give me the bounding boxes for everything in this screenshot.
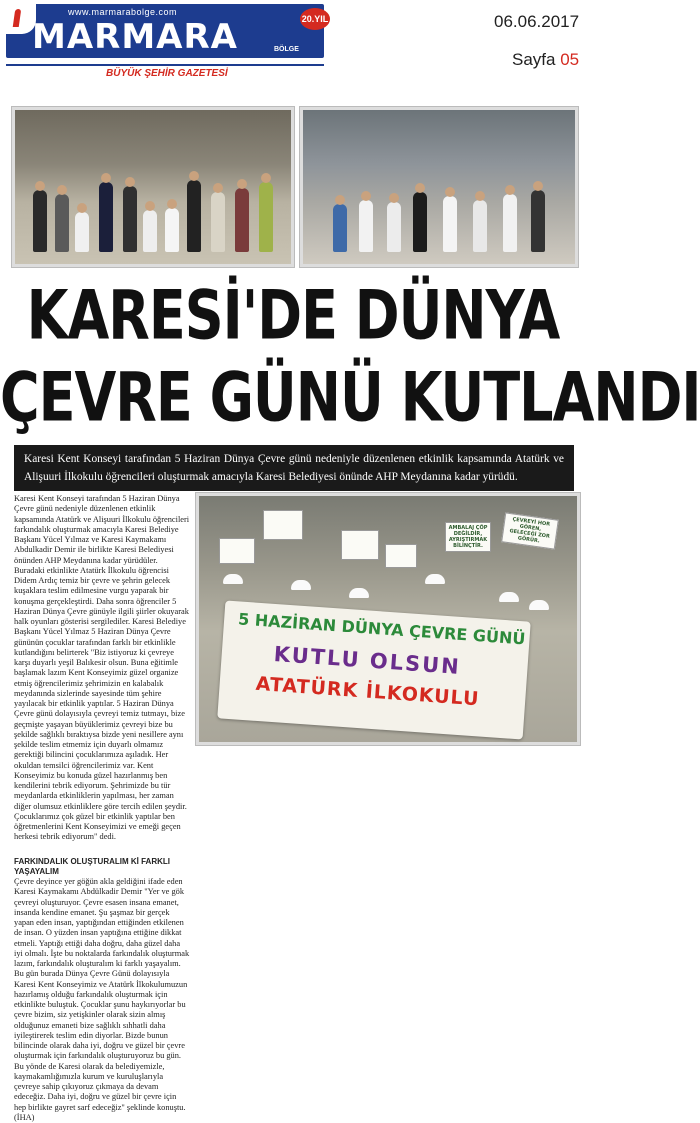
body-paragraph: Karesi Kent Konseyi tarafından 5 Haziran Dünya Çevre günü nedeniyle düzenlenen etkinlik kapsamında Atatürk ve Alişuuri İlkokulu öğrencileri farkındalık oluşturmak amacıyla Karesi Belediye Başkanı Yücel Yılmaz ve Karesi Kaymakamı Abdulkadir Demir ile birlikte Karesi Belediyesi önünden AHP Meydanına kadar yürüdüler. Buradaki etkinlikte Atatürk İlkokulu öğrencisi Didem Ardıç temiz bir çevre ve şehrin gelecek kuşaklara teslim edilmesine vurgu yaparak bir konuşma gerçekleştirdi. Daha sonra öğrenciler 5 Haziran Dünya Çevre günüyle ilgili şiirler okuyarak halk oyunları gösterisi sergilediler. Karesi Belediye Başkanı Yücel Yılmaz 5 Haziran Dünya Çevre gününün çocuklar tarafından farklı bir etkinlikle kutlandığını belirterek "Biz istiyoruz ki çevreye karşı duyarlı yeşil Balıkesir olsun. Buna eğitimle başlamak lazım Kent Konseyimiz güzel organize etmiş öğrencilerimiz şehrimizin en kalabalık meydanında sizlerinde sayesinde tüm şehire yayılacak bir etkinlik yaptılar. 5 Haziran Dünya Çevre günü dolayısıyla çevreyi temiz tutmayı, bize geçmişte yaşayan büyüklerimiz çevreyi bize bu şekilde sağlıklı bıraktıysa bizde yeni nesillere aynı şekilde teslim etmemiz için duyarlı olmamız gerektiği bilincini çocuklarımıza aşıladık. Her okuldan temsilci öğrencilerimiz var. Kent Konseyimiz bu konuda güzel hazırlanmış ben kendilerini tebrik ediyorum. Şehrimizde bu tür meydanlarda etkinliklerin yapılması, her zaman diğer olumsuz etkinliklere göre tercih edilen şeydir. Çocuklarımız çok güzel bir etkinlik yaptılar ben öğretmenlerini Kent Konseyimizi ve emeği geçen herkesi tebrik ediyorum" dedi. [14, 494, 190, 842]
page-number [512, 50, 579, 70]
article-body [14, 494, 190, 1123]
body-paragraph: Çevre deyince yer göğün akla geldiğini ifade eden Karesi Kaymakamı Abdülkadir Demir "Yer ve gök çevreyi oluşturuyor. Çevre esasen insana emanet, insanda kendine emanet. Şu şaşmaz bir gerçek yapan eden insan, yaptığından ettiğinden etkilenen de insan. O yüzden insan yaptığına ettiğine dikkat etmeli. Yaptığı ettiği daha doğru, daha güzel daha iyi olmalı. İşte bu noktalarda farkındalık oluşturmak lazım, farkındalık oluşturalım ki farklı yaşayalım. Bu gün burada Dünya Çevre Günü dolayısıyla Karesi Kent Konseyimiz ve Atatürk İlkokulumuzun hazırlamış olduğu farkındalık oluşturmak için etkinlikte buluştuk. Çocuklar şunu haykırıyorlar bu çevre bizim, siz yetişkinler olarak sizin almış olduğunuz emaneti bize sağlıklı sıhhatli daha iyileştirerek teslim edin diyorlar. Bizde bunun bilincinde olarak daha iyi, doğru ve güzel bir çevre oluşturmak için farkındalık oluşturuyoruz bu gün. Bu yönde de Karesi olarak da belediyemizle, kaymakamlığımızla kurum ve kuruluşlarıyla çevreye sahip çıkıyoruz çıkmaya da devam edeceğiz. Daha iyi, doğru ve güzel bir çevre için hep birlikte gayret sarf edeceğiz" şeklinde konuştu. (İHA) [14, 877, 190, 1122]
newspaper-subname: BÖLGE [274, 46, 299, 53]
child-cap [425, 574, 445, 584]
page-number-value: 05 [560, 50, 580, 69]
banner-line-1: 5 HAZİRAN DÜNYA ÇEVRE GÜNÜ [237, 609, 526, 649]
newspaper-name: MARMARA [32, 17, 238, 57]
event-banner [217, 600, 530, 739]
crowd-shape [303, 169, 575, 264]
banner-line-3: ATATÜRK İLKOKULU [254, 672, 481, 711]
photo-officials-walking [12, 107, 294, 267]
photo-students-banner [196, 493, 580, 745]
lead-box [14, 445, 574, 491]
placard [219, 538, 255, 564]
lead-paragraph: Karesi Kent Konseyi tarafından 5 Haziran Dünya Çevre günü nedeniyle düzenlenen etkinlik kapsamında Atatürk ve Alişuuri İlkokulu öğrencileri oluşturmak amacıyla Karesi Belediyesi önünde AHP Meydanına kadar yürüdü. [24, 453, 564, 483]
child-cap [223, 574, 243, 584]
issue-date: 06.06.2017 [494, 12, 580, 31]
placard [385, 544, 417, 568]
placard [341, 530, 379, 560]
anniversary-badge: 20.YIL [300, 8, 330, 30]
masthead-rule [6, 64, 324, 66]
masthead [6, 4, 329, 86]
photo-students-marching [300, 107, 578, 267]
child-cap [529, 600, 549, 610]
placard [263, 510, 303, 540]
banner-line-2: KUTLU OLSUN [273, 642, 462, 680]
placard: ÇEVREYİ HOR GÖREN, GELECEĞİ ZOR GÖRÜR. [501, 512, 559, 549]
child-cap [291, 580, 311, 590]
headline-line-1: KARESİ'DE DÜNYA [26, 275, 560, 355]
newspaper-logo [6, 4, 324, 58]
site-url: www.marmarabolge.com [68, 7, 178, 17]
child-cap [499, 592, 519, 602]
headline-line-2: ÇEVRE GÜNÜ KUTLANDI [0, 357, 700, 437]
child-cap [349, 588, 369, 598]
newspaper-tagline: BÜYÜK ŞEHİR GAZETESİ [106, 68, 228, 79]
placard: AMBALAJ ÇÖP DEĞİLDİR, AYRIŞTIRMAK BİLİNÇTİR. [445, 522, 491, 552]
page-label: Sayfa [512, 50, 556, 69]
crowd-shape [15, 169, 291, 264]
article-subhead: FARKINDALIK OLUŞTURALIM Kİ FARKLI YAŞAYALIM [14, 856, 170, 876]
